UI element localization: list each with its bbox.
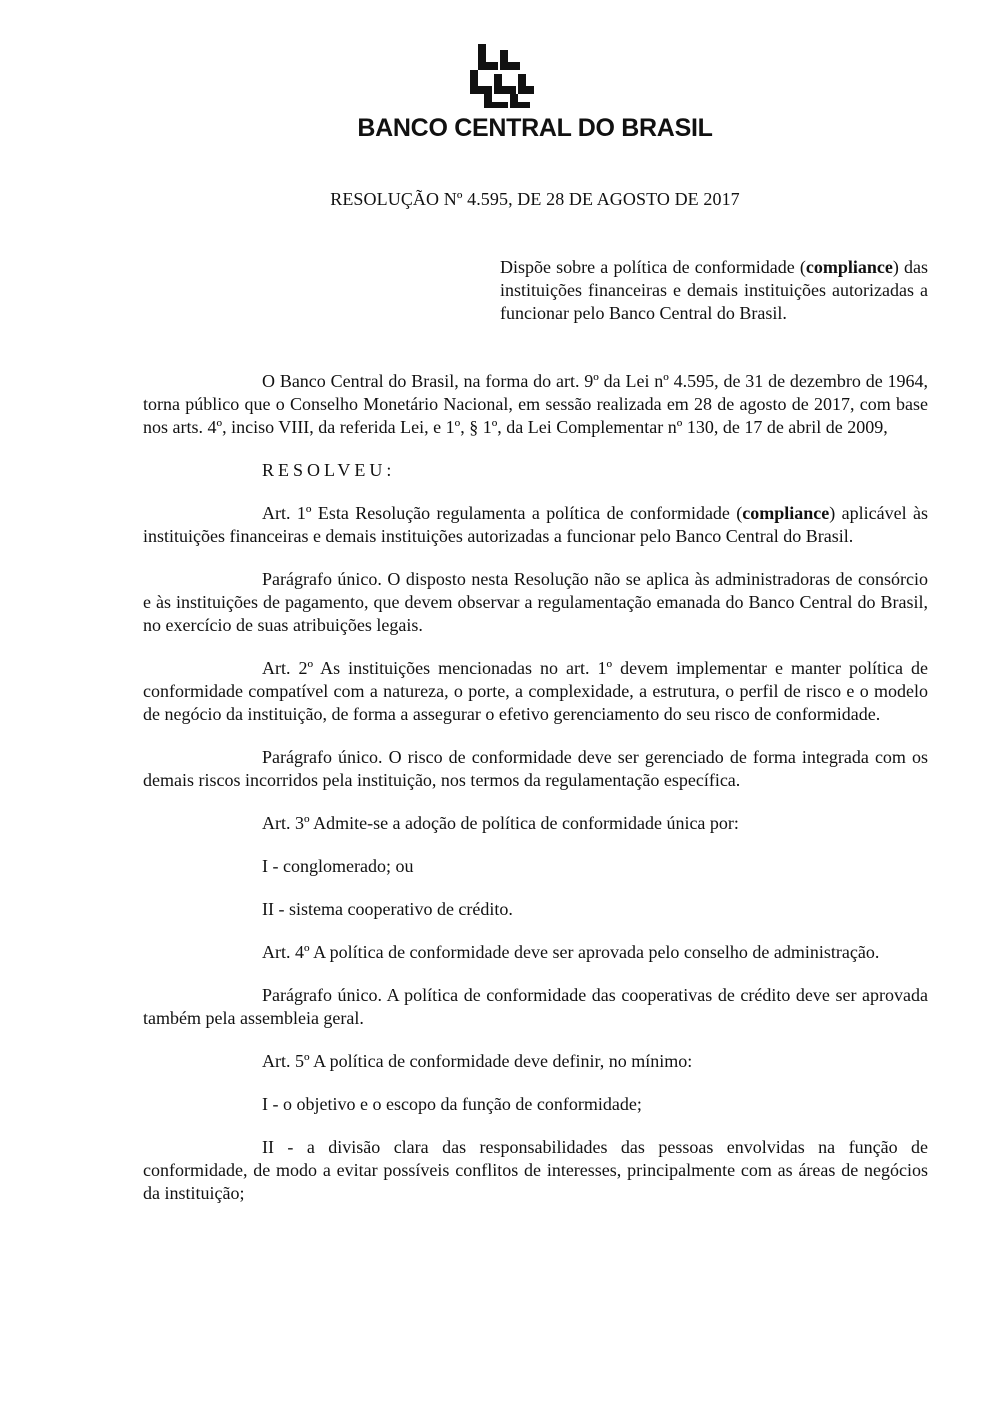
preamble: O Banco Central do Brasil, na forma do art. 9º da Lei nº 4.595, de 31 de dezembro de 1964, torna público que o Conselho Monetário Nacional, em sessão realizada em 28 de agosto de 2017, com base nos arts. 4º, inciso VIII, da referida Lei, e 1º, § 1º, da Lei Complementar nº 130, de 17 de abril de 2009, xyxy=(143,371,928,437)
article-5-item-i: I - o objetivo e o escopo da função de conformidade; xyxy=(262,1094,642,1114)
ementa: Dispõe sobre a política de conformidade (compliance) das instituições financeiras e demais instituições autorizadas a funcionar pelo Banco Central do Brasil. xyxy=(500,257,928,323)
article-5: Art. 5º A política de conformidade deve definir, no mínimo: xyxy=(262,1051,693,1071)
bcb-logo xyxy=(0,40,1000,143)
bcb-emblem-icon xyxy=(464,40,536,108)
article-3: Art. 3º Admite-se a adoção de política de conformidade única por: xyxy=(262,813,739,833)
page-title: RESOLUÇÃO Nº 4.595, DE 28 DE AGOSTO DE 2017 xyxy=(330,189,740,209)
article-4: Art. 4º A política de conformidade deve ser aprovada pelo conselho de administração. xyxy=(262,942,880,962)
article-1-paragraph: Parágrafo único. O disposto nesta Resolução não se aplica às administradoras de consórcio e às instituições de pagamento, que devem observar a regulamentação emanada do Banco Central do Brasil, no exercício de suas atribuições legais. xyxy=(143,569,928,635)
article-3-item-i: I - conglomerado; ou xyxy=(262,856,414,876)
article-3-item-ii: II - sistema cooperativo de crédito. xyxy=(262,899,513,919)
article-2: Art. 2º As instituições mencionadas no art. 1º devem implementar e manter política de conformidade compatível com a natureza, o porte, a complexidade, a estrutura, o perfil de risco e o modelo de negócio da instituição, de forma a assegurar o efetivo gerenciamento do seu risco de conformidade. xyxy=(143,658,928,724)
article-1-emphasis: compliance xyxy=(742,503,830,523)
institution-name: BANCO CENTRAL DO BRASIL xyxy=(357,114,713,142)
document-body xyxy=(143,370,928,1225)
article-1: Art. 1º Esta Resolução regulamenta a política de conformidade (compliance) aplicável às instituições financeiras e demais instituições autorizadas a funcionar pelo Banco Central do Brasil. xyxy=(143,503,928,546)
article-2-paragraph: Parágrafo único. O risco de conformidade deve ser gerenciado de forma integrada com os demais riscos incorridos pela instituição, nos termos da regulamentação específica. xyxy=(143,747,928,790)
article-4-paragraph: Parágrafo único. A política de conformidade das cooperativas de crédito deve ser aprovada também pela assembleia geral. xyxy=(143,985,928,1028)
resolveu-heading: RESOLVEU: xyxy=(262,460,396,480)
article-5-item-ii: II - a divisão clara das responsabilidades das pessoas envolvidas na função de conformidade, de modo a evitar possíveis conflitos de interesses, principalmente com as áreas de negócios da instituição; xyxy=(143,1137,928,1203)
ementa-emphasis: compliance xyxy=(805,257,893,277)
